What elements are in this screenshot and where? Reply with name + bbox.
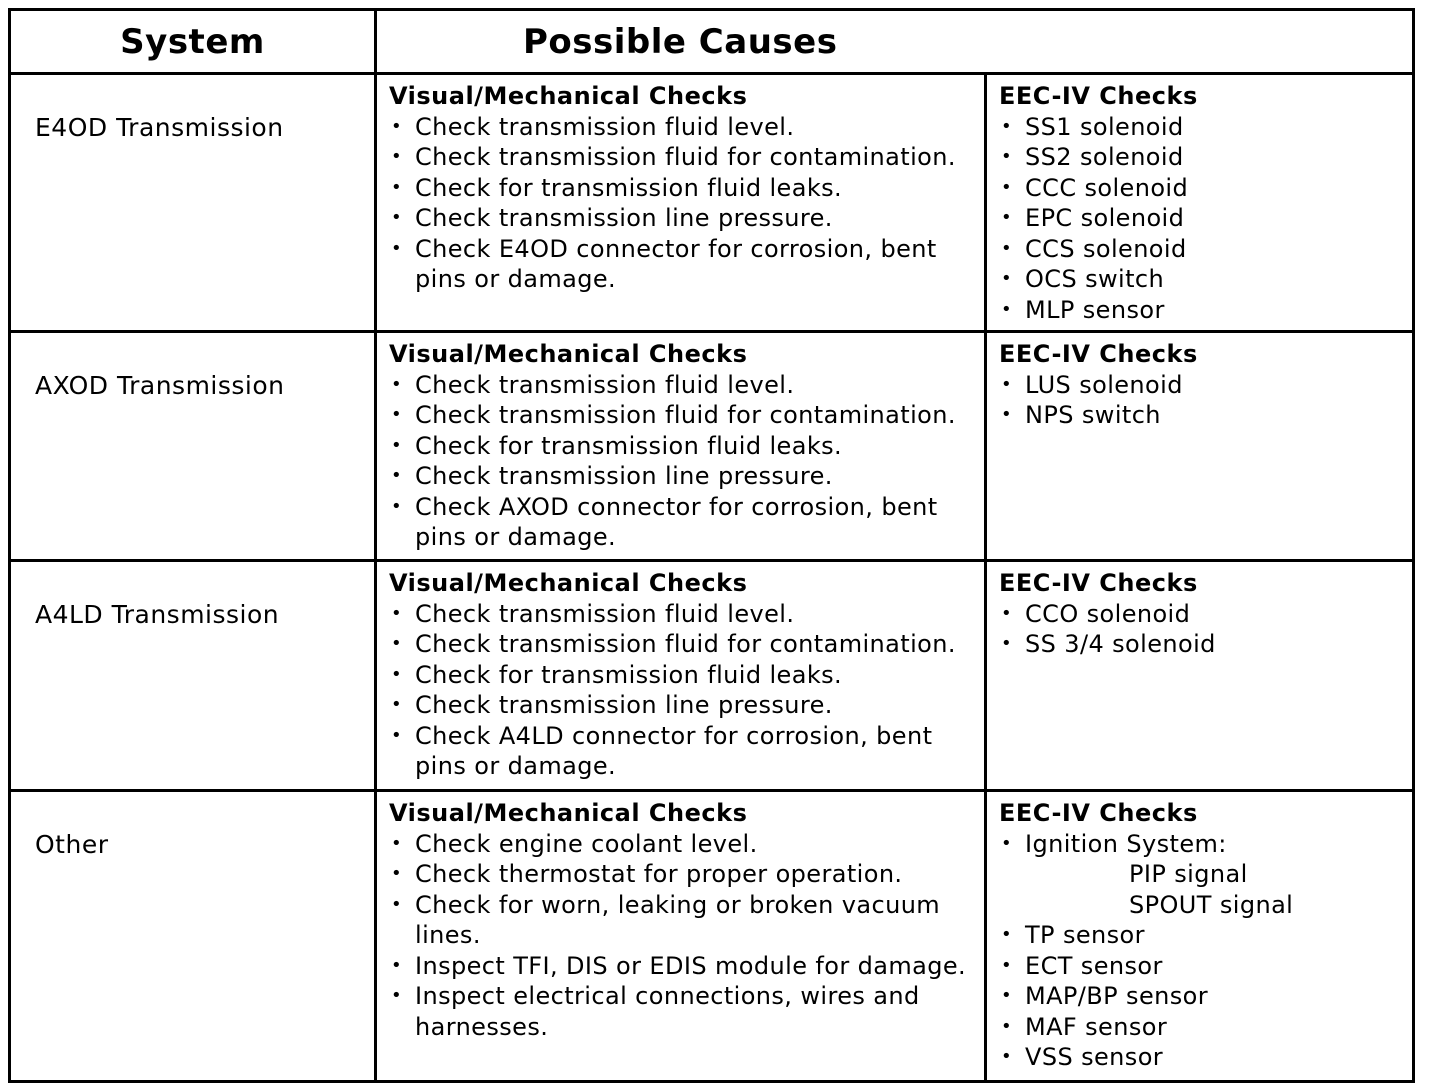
list-item: • Check E4OD connector for corrosion, bent pins or damage.: [391, 234, 937, 293]
bullet-icon: •: [1001, 1046, 1013, 1067]
list-item: • Check transmission fluid level.: [391, 112, 795, 141]
table-header-row: [10, 10, 1414, 74]
list-item: • Check transmission line pressure.: [391, 691, 833, 719]
eec-checks-cell: [986, 561, 1414, 791]
table-row: [10, 74, 1414, 332]
visual-checks-cell: [376, 74, 986, 332]
bullet-icon: •: [391, 832, 403, 854]
visual-checks-title: Visual/Mechanical Checks: [389, 340, 748, 368]
list-item: • Check transmission line pressure.: [391, 462, 833, 490]
possible-causes-column-header: Possible Causes: [376, 10, 1414, 74]
list-item: • TP sensor: [1001, 921, 1145, 949]
list-item: • Check transmission fluid level.: [391, 370, 795, 399]
list-item: • Check for transmission fluid leaks.: [391, 660, 843, 689]
bullet-icon: •: [1001, 373, 1013, 395]
visual-checks-title: Visual/Mechanical Checks: [389, 799, 748, 827]
visual-checks-cell: [376, 332, 986, 561]
list-item: • Inspect TFI, DIS or EDIS module for damage.: [391, 951, 967, 980]
bullet-icon: •: [391, 663, 403, 685]
list-item: • SS2 solenoid: [1001, 143, 1184, 171]
system-cell: AXOD Transmission: [10, 332, 376, 561]
bullet-icon: •: [1001, 298, 1013, 320]
bullet-icon: •: [391, 954, 403, 976]
bullet-icon: •: [391, 495, 403, 517]
eec-checks-list: [999, 829, 1402, 1073]
list-item: • Ignition System: PIP signal SPOUT signal: [999, 829, 1402, 921]
visual-checks-list: [389, 112, 974, 295]
eec-checks-list: [999, 112, 1402, 326]
list-item: • MAF sensor: [1001, 1012, 1168, 1041]
bullet-icon: •: [391, 633, 403, 654]
eec-checks-cell: [986, 332, 1414, 561]
bullet-icon: •: [1001, 115, 1013, 137]
ignition-subitem: PIP signal: [1129, 860, 1248, 888]
list-item: • MAP/BP sensor: [1001, 982, 1208, 1010]
bullet-icon: •: [1001, 268, 1013, 289]
list-item: • SS 3/4 solenoid: [1001, 630, 1216, 658]
list-item: • Check for worn, leaking or broken vacuum lines.: [391, 890, 941, 949]
eec-checks-title: EEC-IV Checks: [999, 82, 1198, 110]
list-item: • Check AXOD connector for corrosion, bent pins or damage.: [391, 492, 938, 551]
system-cell: E4OD Transmission: [10, 74, 376, 332]
bullet-icon: •: [1001, 404, 1013, 425]
bullet-icon: •: [391, 694, 403, 715]
bullet-icon: •: [391, 465, 403, 486]
visual-checks-list: [389, 370, 974, 553]
eec-checks-cell: [986, 74, 1414, 332]
system-column-header: System: [10, 10, 376, 74]
table-row: [10, 332, 1414, 561]
table-row: [10, 791, 1414, 1082]
system-cell: Other: [10, 791, 376, 1082]
bullet-icon: •: [391, 115, 403, 137]
list-item: • Check for transmission fluid leaks.: [391, 173, 843, 202]
list-item: • NPS switch: [1001, 401, 1161, 429]
list-item: • Check transmission line pressure.: [391, 204, 833, 232]
list-item: • Check A4LD connector for corrosion, bent pins or damage.: [391, 721, 933, 780]
list-item: • Check transmission fluid for contamination.: [391, 630, 956, 658]
list-item: • Check transmission fluid for contamination.: [391, 143, 956, 171]
list-item: • CCS solenoid: [1001, 234, 1187, 263]
eec-checks-list: [999, 599, 1402, 660]
eec-checks-title: EEC-IV Checks: [999, 799, 1198, 827]
list-item: • ECT sensor: [1001, 951, 1163, 980]
list-item: • Check engine coolant level.: [391, 829, 758, 858]
bullet-icon: •: [1001, 832, 1013, 854]
bullet-icon: •: [391, 404, 403, 425]
bullet-icon: •: [391, 373, 403, 395]
bullet-icon: •: [1001, 985, 1013, 1006]
eec-checks-list: [999, 370, 1402, 431]
bullet-icon: •: [1001, 207, 1013, 228]
list-item: • CCO solenoid: [1001, 599, 1191, 628]
visual-checks-cell: [376, 561, 986, 791]
possible-causes-table: [8, 8, 1415, 1083]
visual-checks-cell: [376, 791, 986, 1082]
visual-checks-list: [389, 829, 974, 1043]
list-item: • LUS solenoid: [1001, 370, 1183, 399]
visual-checks-title: Visual/Mechanical Checks: [389, 569, 748, 597]
bullet-icon: •: [1001, 602, 1013, 624]
bullet-icon: •: [391, 602, 403, 624]
bullet-icon: •: [391, 893, 403, 915]
ignition-subitem: SPOUT signal: [1129, 890, 1294, 919]
list-item: • EPC solenoid: [1001, 204, 1185, 232]
bullet-icon: •: [391, 207, 403, 228]
eec-checks-title: EEC-IV Checks: [999, 340, 1198, 368]
eec-checks-cell: [986, 791, 1414, 1082]
bullet-icon: •: [1001, 954, 1013, 976]
list-item: • VSS sensor: [1001, 1043, 1164, 1071]
list-item: • Inspect electrical connections, wires and harnesses.: [391, 982, 920, 1041]
bullet-icon: •: [391, 237, 403, 259]
list-item: • Check for transmission fluid leaks.: [391, 431, 843, 460]
bullet-icon: •: [1001, 176, 1013, 198]
list-item: • OCS switch: [1001, 265, 1165, 293]
list-item: • CCC solenoid: [1001, 173, 1189, 202]
system-cell: A4LD Transmission: [10, 561, 376, 791]
bullet-icon: •: [391, 724, 403, 746]
bullet-icon: •: [1001, 1015, 1013, 1037]
bullet-icon: •: [391, 434, 403, 456]
list-item: • Check transmission fluid level.: [391, 599, 795, 628]
list-item: • SS1 solenoid: [1001, 112, 1184, 141]
bullet-icon: •: [1001, 924, 1013, 945]
bullet-icon: •: [391, 176, 403, 198]
bullet-icon: •: [391, 863, 403, 884]
table-row: [10, 561, 1414, 791]
bullet-icon: •: [1001, 237, 1013, 259]
bullet-icon: •: [1001, 633, 1013, 654]
bullet-icon: •: [391, 985, 403, 1006]
list-item: • Check transmission fluid for contamination.: [391, 401, 956, 429]
list-item: • Check thermostat for proper operation.: [391, 860, 903, 888]
bullet-icon: •: [1001, 146, 1013, 167]
bullet-icon: •: [391, 146, 403, 167]
visual-checks-title: Visual/Mechanical Checks: [389, 82, 748, 110]
list-item: • MLP sensor: [1001, 295, 1165, 324]
visual-checks-list: [389, 599, 974, 782]
eec-checks-title: EEC-IV Checks: [999, 569, 1198, 597]
